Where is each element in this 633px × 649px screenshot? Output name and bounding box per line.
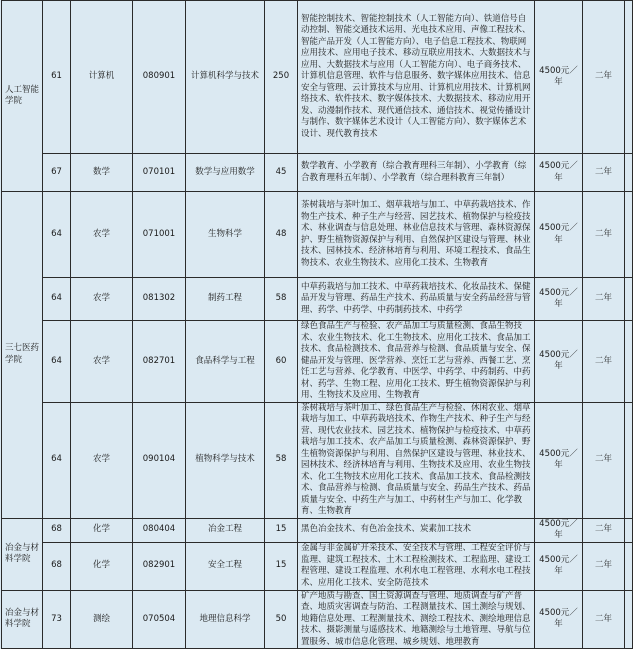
plan-count-cell: 60 bbox=[265, 321, 298, 403]
major-code-cell: 080901 bbox=[133, 1, 186, 154]
plan-count-cell: 58 bbox=[265, 278, 298, 321]
table-row bbox=[2, 321, 633, 403]
table-row bbox=[2, 278, 633, 321]
edge-cell bbox=[625, 192, 633, 278]
edge-cell bbox=[625, 321, 633, 403]
group-code-cell: 64 bbox=[43, 278, 71, 321]
edge-cell bbox=[625, 518, 633, 542]
major-name-cell: 数学与应用数学 bbox=[186, 154, 265, 192]
group-code-cell: 64 bbox=[43, 402, 71, 518]
major-code-cell: 082901 bbox=[133, 542, 186, 590]
directions-cell: 金属与非金属矿开采技术、安全技术与管理、工程安全评价与监理、建筑工程技术、土木工程检测技术、工程监理、建设工程管理、建设工程监理、水利水电工程管理、水利水电工程技术、应用化工技术、安全防范技术 bbox=[298, 542, 535, 590]
table-row bbox=[2, 402, 633, 518]
category-cell: 农学 bbox=[71, 192, 133, 278]
major-name-cell: 食品科学与工程 bbox=[186, 321, 265, 403]
directions-cell: 绿色食品生产与检验、农产品加工与质量检测、食品生物技术、农业生物技术、化工生物技术、应用化工技术、食品加工技术、食品检测技术、食品营养与检测、食品质量与安全、保健品开发与管理、医学营养、烹饪工艺与营养、西餐工艺、烹饪工艺与营养、化学教育、中医学、中药学、中药制药、中药材、药学、生物工程、应用化工技术、野生植物资源保护与利用、生物技术及应用、生物教育 bbox=[298, 321, 535, 403]
table-row bbox=[2, 1, 633, 154]
group-code-cell: 68 bbox=[43, 542, 71, 590]
category-cell: 农学 bbox=[71, 402, 133, 518]
edge-cell bbox=[625, 542, 633, 590]
edge-cell bbox=[625, 154, 633, 192]
tuition-cell: 4500元／年 bbox=[535, 402, 583, 518]
plan-count-cell: 15 bbox=[265, 518, 298, 542]
table-row bbox=[2, 192, 633, 278]
tuition-cell: 4500元／年 bbox=[535, 321, 583, 403]
category-cell: 化学 bbox=[71, 542, 133, 590]
group-code-cell: 64 bbox=[43, 321, 71, 403]
edge-cell bbox=[625, 590, 633, 649]
duration-cell: 二年 bbox=[583, 542, 625, 590]
directions-cell: 黑色冶金技术、有色冶金技术、炭素加工技术 bbox=[298, 518, 535, 542]
plan-count-cell: 48 bbox=[265, 192, 298, 278]
tuition-cell: 4500元／年 bbox=[535, 278, 583, 321]
plan-count-cell: 250 bbox=[265, 1, 298, 154]
category-cell: 测绘 bbox=[71, 590, 133, 649]
category-cell: 农学 bbox=[71, 278, 133, 321]
majors-table bbox=[1, 0, 633, 649]
table-row bbox=[2, 590, 633, 649]
group-code-cell: 73 bbox=[43, 590, 71, 649]
plan-count-cell: 45 bbox=[265, 154, 298, 192]
category-cell: 农学 bbox=[71, 321, 133, 403]
major-name-cell: 生物科学 bbox=[186, 192, 265, 278]
major-name-cell: 计算机科学与技术 bbox=[186, 1, 265, 154]
tuition-cell: 4500元／年 bbox=[535, 518, 583, 542]
plan-count-cell: 50 bbox=[265, 590, 298, 649]
directions-cell: 茶树栽培与茶叶加工、绿色食品生产与检验、休闲农业、烟草栽培与加工、中草药栽培技术、作物生产技术、种子生产与经营、现代农业技术、园艺技术、植物保护与检疫技术、中草药栽培与加工技术、农产品加工与质量检测、森林资源保护、野生植物资源保护与利用、自然保护区建设与管理、林业技术、园林技术、经济林培育与利用、生物技术及应用、农业生物技术、化工生物技术应用化工技术、食品加工技术、食品检测技术、食品营养与检测、食品质量与安全、药品生产技术、药品质量与安全、中药生产与加工、中药材生产与加工、化学教育、生物教育 bbox=[298, 402, 535, 518]
duration-cell: 二年 bbox=[583, 321, 625, 403]
directions-cell: 矿产地质与勘查、国土资源调查与管理、地质调查与矿产普查、地质灾害调查与防治、工程测量技术、国土测绘与规划、地籍信息处理、工程测量技术、测绘工程技术、测绘地理信息技术、摄影测量与遥感技术、地籍测绘与土地管理、导航与位置服务、城市信息化管理、城乡规划、地理教育 bbox=[298, 590, 535, 649]
edge-cell bbox=[625, 402, 633, 518]
major-name-cell: 制药工程 bbox=[186, 278, 265, 321]
major-name-cell: 冶金工程 bbox=[186, 518, 265, 542]
table-body bbox=[2, 1, 633, 649]
major-name-cell: 植物科学与技术 bbox=[186, 402, 265, 518]
category-cell: 化学 bbox=[71, 518, 133, 542]
tuition-cell: 4500元／年 bbox=[535, 1, 583, 154]
directions-cell: 茶树栽培与茶叶加工、烟草栽培与加工、中草药栽培技术、作物生产技术、种子生产与经营、园艺技术、植物保护与检疫技术、林业调查与信息处理、林业信息技术与管理、森林资源保护、野生植物资源保护与利用、自然保护区建设与管理、林业技术、园林技术、经济林培育与利用、环境工程技术、食品生物技术、农业生物技术、应用化工技术、生物教育 bbox=[298, 192, 535, 278]
tuition-cell: 4500元／年 bbox=[535, 154, 583, 192]
tuition-cell: 4500元／年 bbox=[535, 542, 583, 590]
duration-cell: 二年 bbox=[583, 278, 625, 321]
major-code-cell: 070101 bbox=[133, 154, 186, 192]
duration-cell: 二年 bbox=[583, 402, 625, 518]
duration-cell: 二年 bbox=[583, 192, 625, 278]
duration-cell: 二年 bbox=[583, 154, 625, 192]
major-code-cell: 090104 bbox=[133, 402, 186, 518]
plan-count-cell: 15 bbox=[265, 542, 298, 590]
major-name-cell: 安全工程 bbox=[186, 542, 265, 590]
category-cell: 计算机 bbox=[71, 1, 133, 154]
college-cell: 冶金与材料学院 bbox=[2, 590, 43, 649]
college-cell: 人工智能学院 bbox=[2, 1, 43, 192]
major-code-cell: 071001 bbox=[133, 192, 186, 278]
edge-cell bbox=[625, 278, 633, 321]
college-cell: 三七医药学院 bbox=[2, 192, 43, 519]
duration-cell: 二年 bbox=[583, 1, 625, 154]
major-name-cell: 地理信息科学 bbox=[186, 590, 265, 649]
major-code-cell: 082701 bbox=[133, 321, 186, 403]
group-code-cell: 67 bbox=[43, 154, 71, 192]
plan-count-cell: 58 bbox=[265, 402, 298, 518]
directions-cell: 智能控制技术、智能控制技术（人工智能方向）、铁道信号自动控制、智能交通技术运用、光电技术应用、声像工程技术、智能产品开发（人工智能方向）、电子信息工程技术、物联网应用技术、应用电子技术、移动互联应用技术、大数据技术与应用、大数据技术与应用（人工智能方向）、电子商务技术、计算机信息管理、软件与信息服务、数字媒体应用技术、信息安全与管理、云计算技术与应用、计算机应用技术、计算机网络技术、软件技术、数字媒体技术、大数据技术、移动应用开发、动漫制作技术、现代通信技术、通信技术、视觉传播设计与制作、数字媒体艺术设计（人工智能方向）、数字媒体艺术设计、现代教育技术 bbox=[298, 1, 535, 154]
directions-cell: 中草药栽培与加工技术、中草药栽培技术、化妆品技术、保健品开发与管理、药品生产技术、药品质量与安全药品经营与管理、药学、中药学、中药制药技术、中药学 bbox=[298, 278, 535, 321]
college-cell: 冶金与材料学院 bbox=[2, 518, 43, 590]
group-code-cell: 61 bbox=[43, 1, 71, 154]
table-row bbox=[2, 154, 633, 192]
major-code-cell: 080404 bbox=[133, 518, 186, 542]
group-code-cell: 64 bbox=[43, 192, 71, 278]
group-code-cell: 68 bbox=[43, 518, 71, 542]
table-row bbox=[2, 542, 633, 590]
tuition-cell: 4500元／年 bbox=[535, 192, 583, 278]
category-cell: 数学 bbox=[71, 154, 133, 192]
edge-cell bbox=[625, 1, 633, 154]
table-row bbox=[2, 518, 633, 542]
duration-cell: 二年 bbox=[583, 590, 625, 649]
major-code-cell: 081302 bbox=[133, 278, 186, 321]
duration-cell: 二年 bbox=[583, 518, 625, 542]
major-code-cell: 070504 bbox=[133, 590, 186, 649]
directions-cell: 数学教育、小学教育（综合教育理科三年制）、小学教育（综合教育理科五年制）、小学教育（综合理科教育三年制） bbox=[298, 154, 535, 192]
tuition-cell: 4500元／年 bbox=[535, 590, 583, 649]
